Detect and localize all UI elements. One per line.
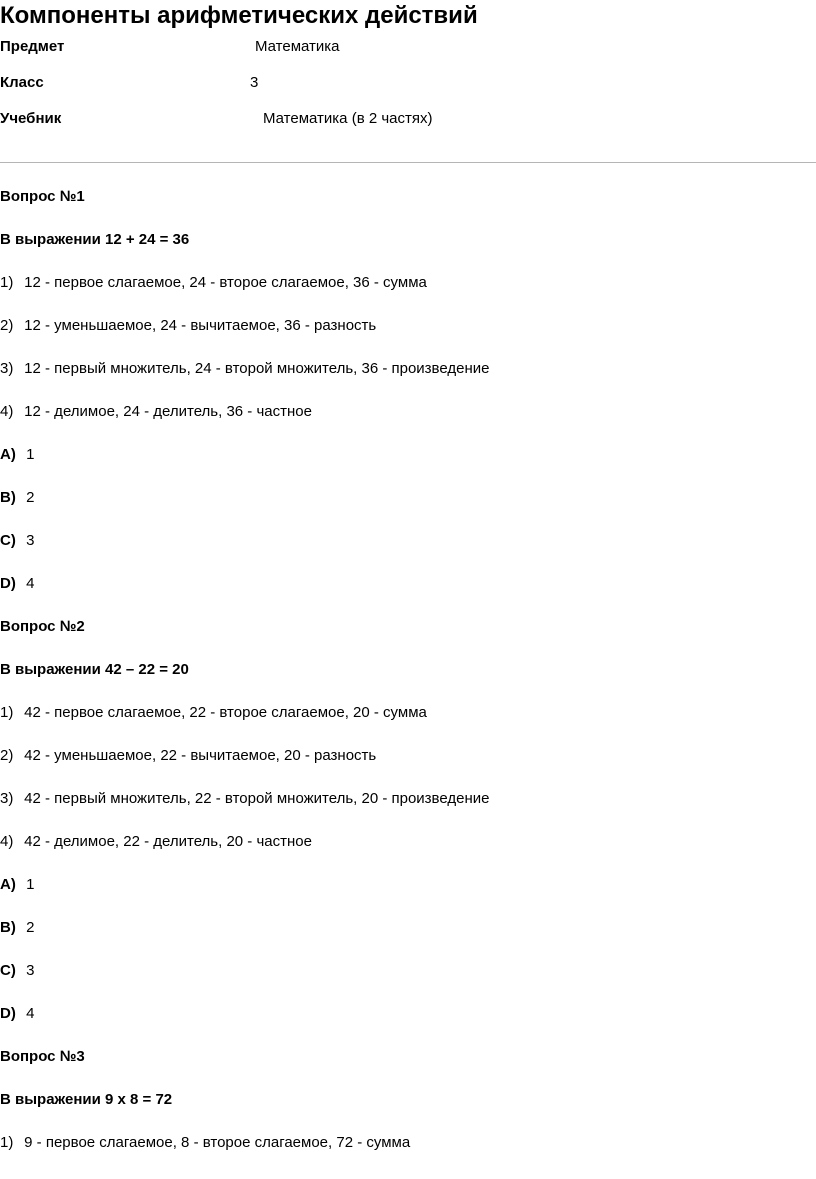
question-prompt: В выражении 9 х 8 = 72 [0,1091,173,1108]
option-number: 3) [0,790,14,807]
grade-value: 3 [250,74,259,91]
option-row[interactable] [0,1134,410,1152]
option-text: 12 - первый множитель, 24 - второй множитель, 36 - произведение [24,360,490,377]
answer-value: 3 [26,532,35,549]
answer-letter: B) [0,489,16,506]
option-row[interactable] [0,360,489,378]
subject-label: Предмет [0,38,65,55]
option-number: 1) [0,1134,14,1151]
answer-value: 4 [26,575,35,592]
option-number: 2) [0,317,14,334]
page-title: Компоненты арифметических действий [0,2,478,29]
answer-value: 1 [26,446,35,463]
answer-value: 3 [26,962,35,979]
option-text: 12 - первое слагаемое, 24 - второе слагаемое, 36 - сумма [24,274,427,291]
option-number: 1) [0,274,14,291]
answer-row[interactable] [0,446,35,464]
answer-row[interactable] [0,919,35,937]
option-text: 9 - первое слагаемое, 8 - второе слагаемое, 72 - сумма [24,1134,411,1151]
textbook-value: Математика (в 2 частях) [263,110,433,127]
question-prompt: В выражении 42 – 22 = 20 [0,661,189,678]
answer-letter: C) [0,532,16,549]
option-text: 12 - делимое, 24 - делитель, 36 - частное [24,403,312,420]
option-number: 4) [0,403,14,420]
option-row[interactable] [0,317,376,335]
answer-value: 2 [26,489,35,506]
option-row[interactable] [0,747,376,765]
option-text: 12 - уменьшаемое, 24 - вычитаемое, 36 - разность [24,317,377,334]
answer-row[interactable] [0,1005,35,1023]
answer-letter: A) [0,876,16,893]
option-number: 3) [0,360,14,377]
answer-row[interactable] [0,962,35,980]
option-number: 1) [0,704,14,721]
subject-value: Математика [255,38,340,55]
question-prompt: В выражении 12 + 24 = 36 [0,231,190,248]
question-heading: Вопрос №3 [0,1048,85,1065]
answer-row[interactable] [0,876,35,894]
answer-value: 2 [26,919,35,936]
option-text: 42 - первый множитель, 22 - второй множитель, 20 - произведение [24,790,490,807]
option-row[interactable] [0,790,489,808]
answer-letter: D) [0,575,16,592]
textbook-label: Учебник [0,110,62,127]
answer-letter: B) [0,919,16,936]
answer-row[interactable] [0,489,35,507]
option-row[interactable] [0,704,427,722]
header-divider [0,162,816,163]
grade-label: Класс [0,74,44,91]
option-number: 4) [0,833,14,850]
option-text: 42 - делимое, 22 - делитель, 20 - частное [24,833,312,850]
answer-value: 4 [26,1005,35,1022]
answer-row[interactable] [0,532,35,550]
answer-letter: C) [0,962,16,979]
option-row[interactable] [0,274,427,292]
answer-letter: A) [0,446,16,463]
answer-row[interactable] [0,575,35,593]
question-heading: Вопрос №2 [0,618,85,635]
question-heading: Вопрос №1 [0,188,85,205]
option-text: 42 - уменьшаемое, 22 - вычитаемое, 20 - разность [24,747,377,764]
answer-letter: D) [0,1005,16,1022]
option-row[interactable] [0,403,312,421]
answer-value: 1 [26,876,35,893]
option-row[interactable] [0,833,312,851]
option-text: 42 - первое слагаемое, 22 - второе слагаемое, 20 - сумма [24,704,427,721]
option-number: 2) [0,747,14,764]
